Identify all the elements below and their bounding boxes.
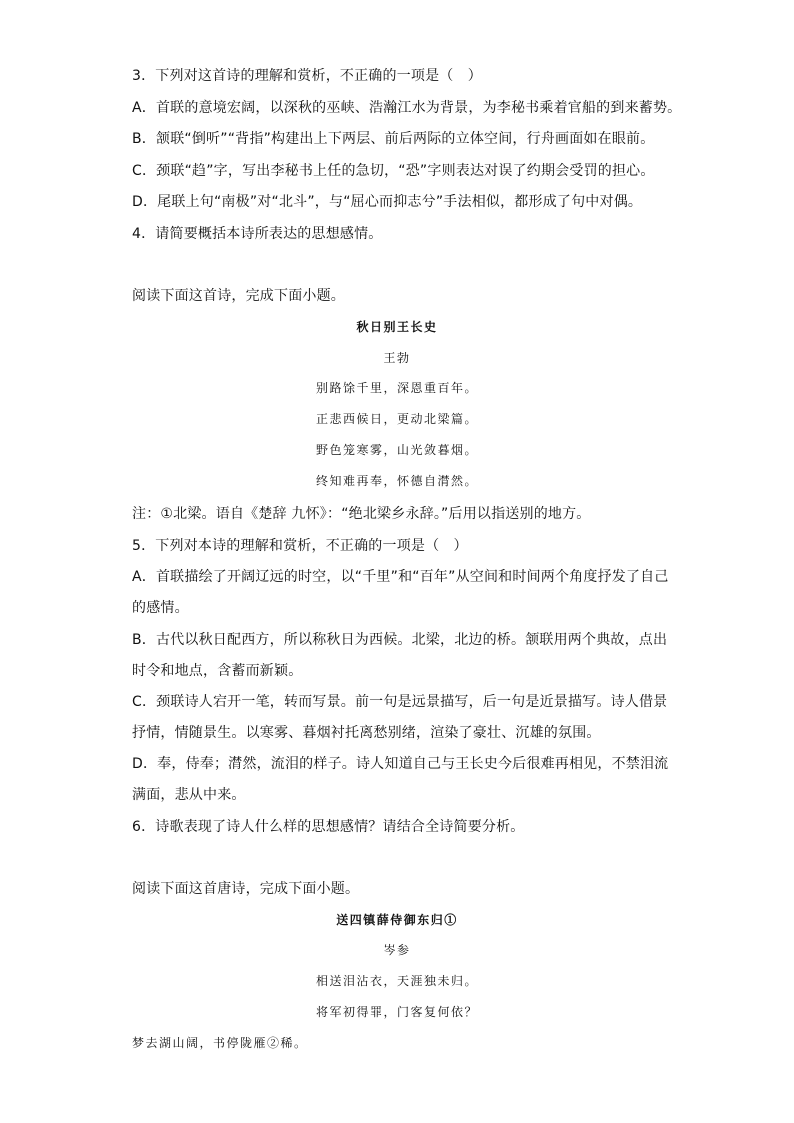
question-5-option-c: C．颈联诗人宕开一笔，转而写景。前一句是远景描写，后一句是近景描写。诗人借景 [132,694,668,710]
question-3-option-b: B．颔联“倒听”“背指”构建出上下两层、前后两际的立体空间，行舟画面如在眼前。 [132,131,655,147]
question-3-option-a: A．首联的意境宏阔，以深秋的巫峡、浩瀚江水为背景，为李秘书乘着官船的到来蓄势。 [132,100,682,116]
question-3: 3．下列对这首诗的理解和赏析，不正确的一项是（ ） [132,68,482,84]
reading-intro-2: 阅读下面这首唐诗，完成下面小题。 [132,881,360,897]
reading-intro: 阅读下面这首诗，完成下面小题。 [132,288,345,304]
question-5-option-b: B．古代以秋日配西方，所以称秋日为西候。北梁，北边的桥。颔联用两个典故，点出 [132,632,668,648]
poem-line: 终知难再奉，怀德自潸然。 [315,474,478,488]
poem-line: 别路馀千里，深恩重百年。 [315,381,478,395]
poem-line: 正悲西候日，更动北梁篇。 [315,412,478,426]
poem-note: 注：①北梁。语自《楚辞 九怀》：“绝北梁乡永辞。”后用以指送别的地方。 [132,506,591,522]
poem-line: 相送泪沾衣，天涯独未归。 [315,974,478,988]
question-5-option-b-cont: 时令和地点，含蓄而新颖。 [132,663,303,679]
poem-line-last: 梦去湖山阔，书停陇雁②稀。 [132,1036,308,1050]
question-5-option-a: A．首联描绘了开阔辽远的时空，以“千里”和“百年”从空间和时间两个角度抒发了自己 [132,569,669,585]
poem-author: 王勃 [383,351,411,365]
question-3-option-c: C．颈联“趋”字，写出李秘书上任的急切，“恐”字则表达对误了约期会受罚的担心。 [132,163,655,179]
question-5-option-d-cont: 满面，悲从中来。 [132,787,246,803]
question-4: 4．请简要概括本诗所表达的思想感情。 [132,226,383,242]
question-6: 6．诗歌表现了诗人什么样的思想感情？请结合全诗简要分析。 [132,819,525,835]
question-5-option-a-cont: 的感情。 [132,600,189,616]
question-5-option-d: D．奉，侍奉；潸然，流泪的样子。诗人知道自己与王长史今后很难再相见，不禁泪流 [132,756,669,772]
question-5: 5．下列对本诗的理解和赏析，不正确的一项是（ ） [132,538,468,554]
question-3-option-d: D．尾联上句“南极”对“北斗”，与“屈心而抑志兮”手法相似，都形成了句中对偶。 [132,194,643,210]
poem-author-2: 岑参 [383,943,411,957]
poem-line: 野色笼寒雾，山光敛暮烟。 [315,443,478,457]
poem-title: 秋日别王长史 [356,320,438,334]
poem-title-2: 送四镇薛侍御东归① [336,913,458,927]
question-5-option-c-cont: 抒情，情随景生。以寒雾、暮烟衬托离愁别绪，渲染了豪壮、沉雄的氛围。 [132,725,601,741]
poem-line: 将军初得罪，门客复何依？ [315,1005,478,1019]
